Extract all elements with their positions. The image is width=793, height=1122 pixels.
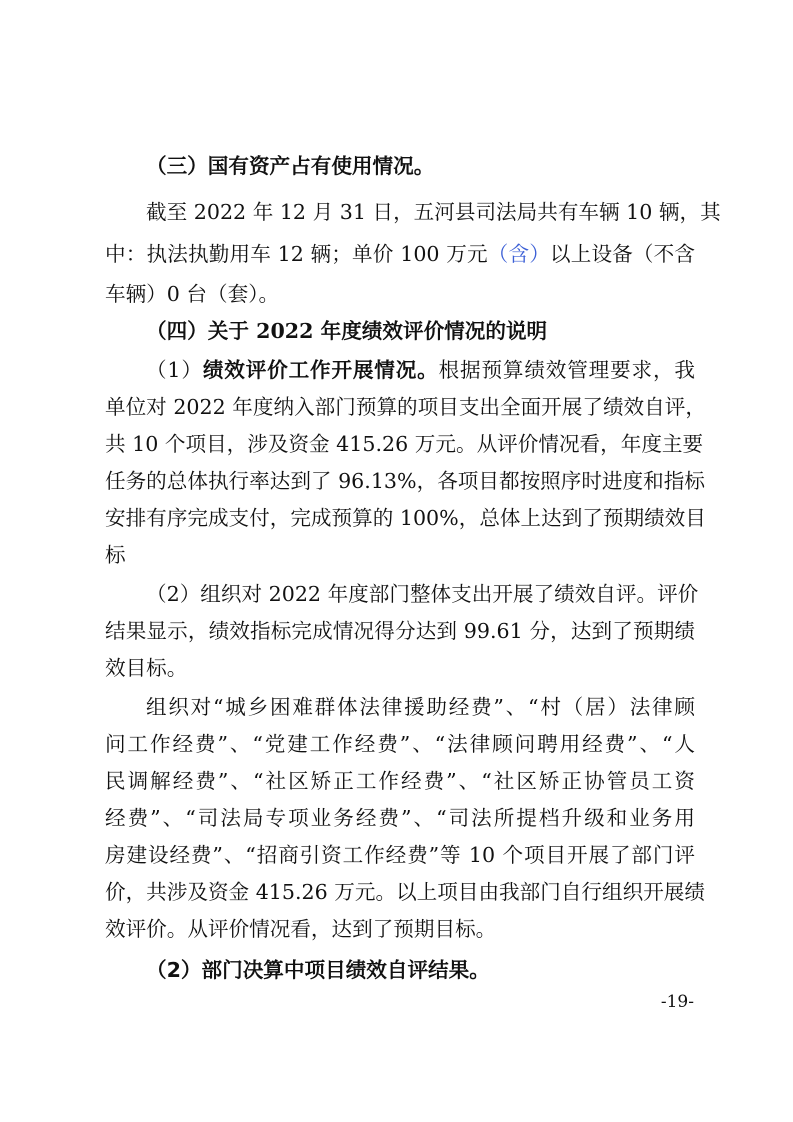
p1-line-1	[146, 356, 695, 384]
p3-line-6: 价，共涉及资金 415.26 万元。以上项目由我部门自行组织开展绩	[105, 880, 705, 904]
p1-line-6: 标	[105, 543, 126, 567]
page-number: -19-	[660, 992, 694, 1012]
p3-line-5: 房建设经费”、“招商引资工作经费”等 10 个项目开展了部门评	[105, 843, 695, 867]
section-heading-assets: （三）国有资产占有使用情况。	[146, 154, 435, 178]
p3-line-1: 组织对“城乡困难群体法律援助经费”、“村（居）法律顾	[146, 695, 695, 719]
assets-line-2-b: （含）	[487, 242, 550, 266]
assets-line-1: 截至 2022 年 12 月 31 日，五河县司法局共有车辆 10 辆，其	[146, 200, 721, 224]
p1-bold-title: 绩效评价工作开展情况。	[202, 358, 439, 382]
p1-rest: 根据预算绩效管理要求，我	[438, 358, 696, 382]
p1-line-2: 单位对 2022 年度纳入部门预算的项目支出全面开展了绩效自评，	[105, 395, 706, 419]
p3-line-2: 问工作经费”、“党建工作经费”、“法律顾问聘用经费”、“人	[105, 732, 695, 756]
p2-line-1: （2）组织对 2022 年度部门整体支出开展了绩效自评。评价	[146, 582, 699, 606]
p3-line-3: 民调解经费”、“社区矫正工作经费”、“社区矫正协管员工资	[105, 769, 695, 793]
p1-line-4: 任务的总体执行率达到了 96.13%，各项目都按照序时进度和指标	[105, 469, 705, 493]
p2-line-3: 效目标。	[105, 656, 188, 680]
p3-line-4: 经费”、“司法局专项业务经费”、“司法所提档升级和业务用	[105, 806, 695, 830]
p2-line-2: 结果显示，绩效指标完成情况得分达到 99.61 分，达到了预期绩	[105, 619, 695, 643]
assets-line-2-a: 中：执法执勤用车 12 辆；单价 100 万元	[105, 242, 488, 266]
p1-lead: （1）	[146, 358, 203, 382]
p1-line-5: 安排有序完成支付，完成预算的 100%，总体上达到了预期绩效目	[105, 506, 706, 530]
assets-line-3: 车辆）0 台（套）。	[105, 282, 280, 306]
subheading-project-self-eval: （2）部门决算中项目绩效自评结果。	[146, 958, 490, 982]
assets-line-2	[105, 240, 695, 268]
p3-line-7: 效评价。从评价情况看，达到了预期目标。	[105, 917, 497, 941]
p1-line-3: 共 10 个项目，涉及资金 415.26 万元。从评价情况看，年度主要	[105, 432, 704, 456]
section-heading-performance: （四）关于 2022 年度绩效评价情况的说明	[146, 319, 548, 343]
assets-line-2-c: 以上设备（不含	[549, 242, 696, 266]
